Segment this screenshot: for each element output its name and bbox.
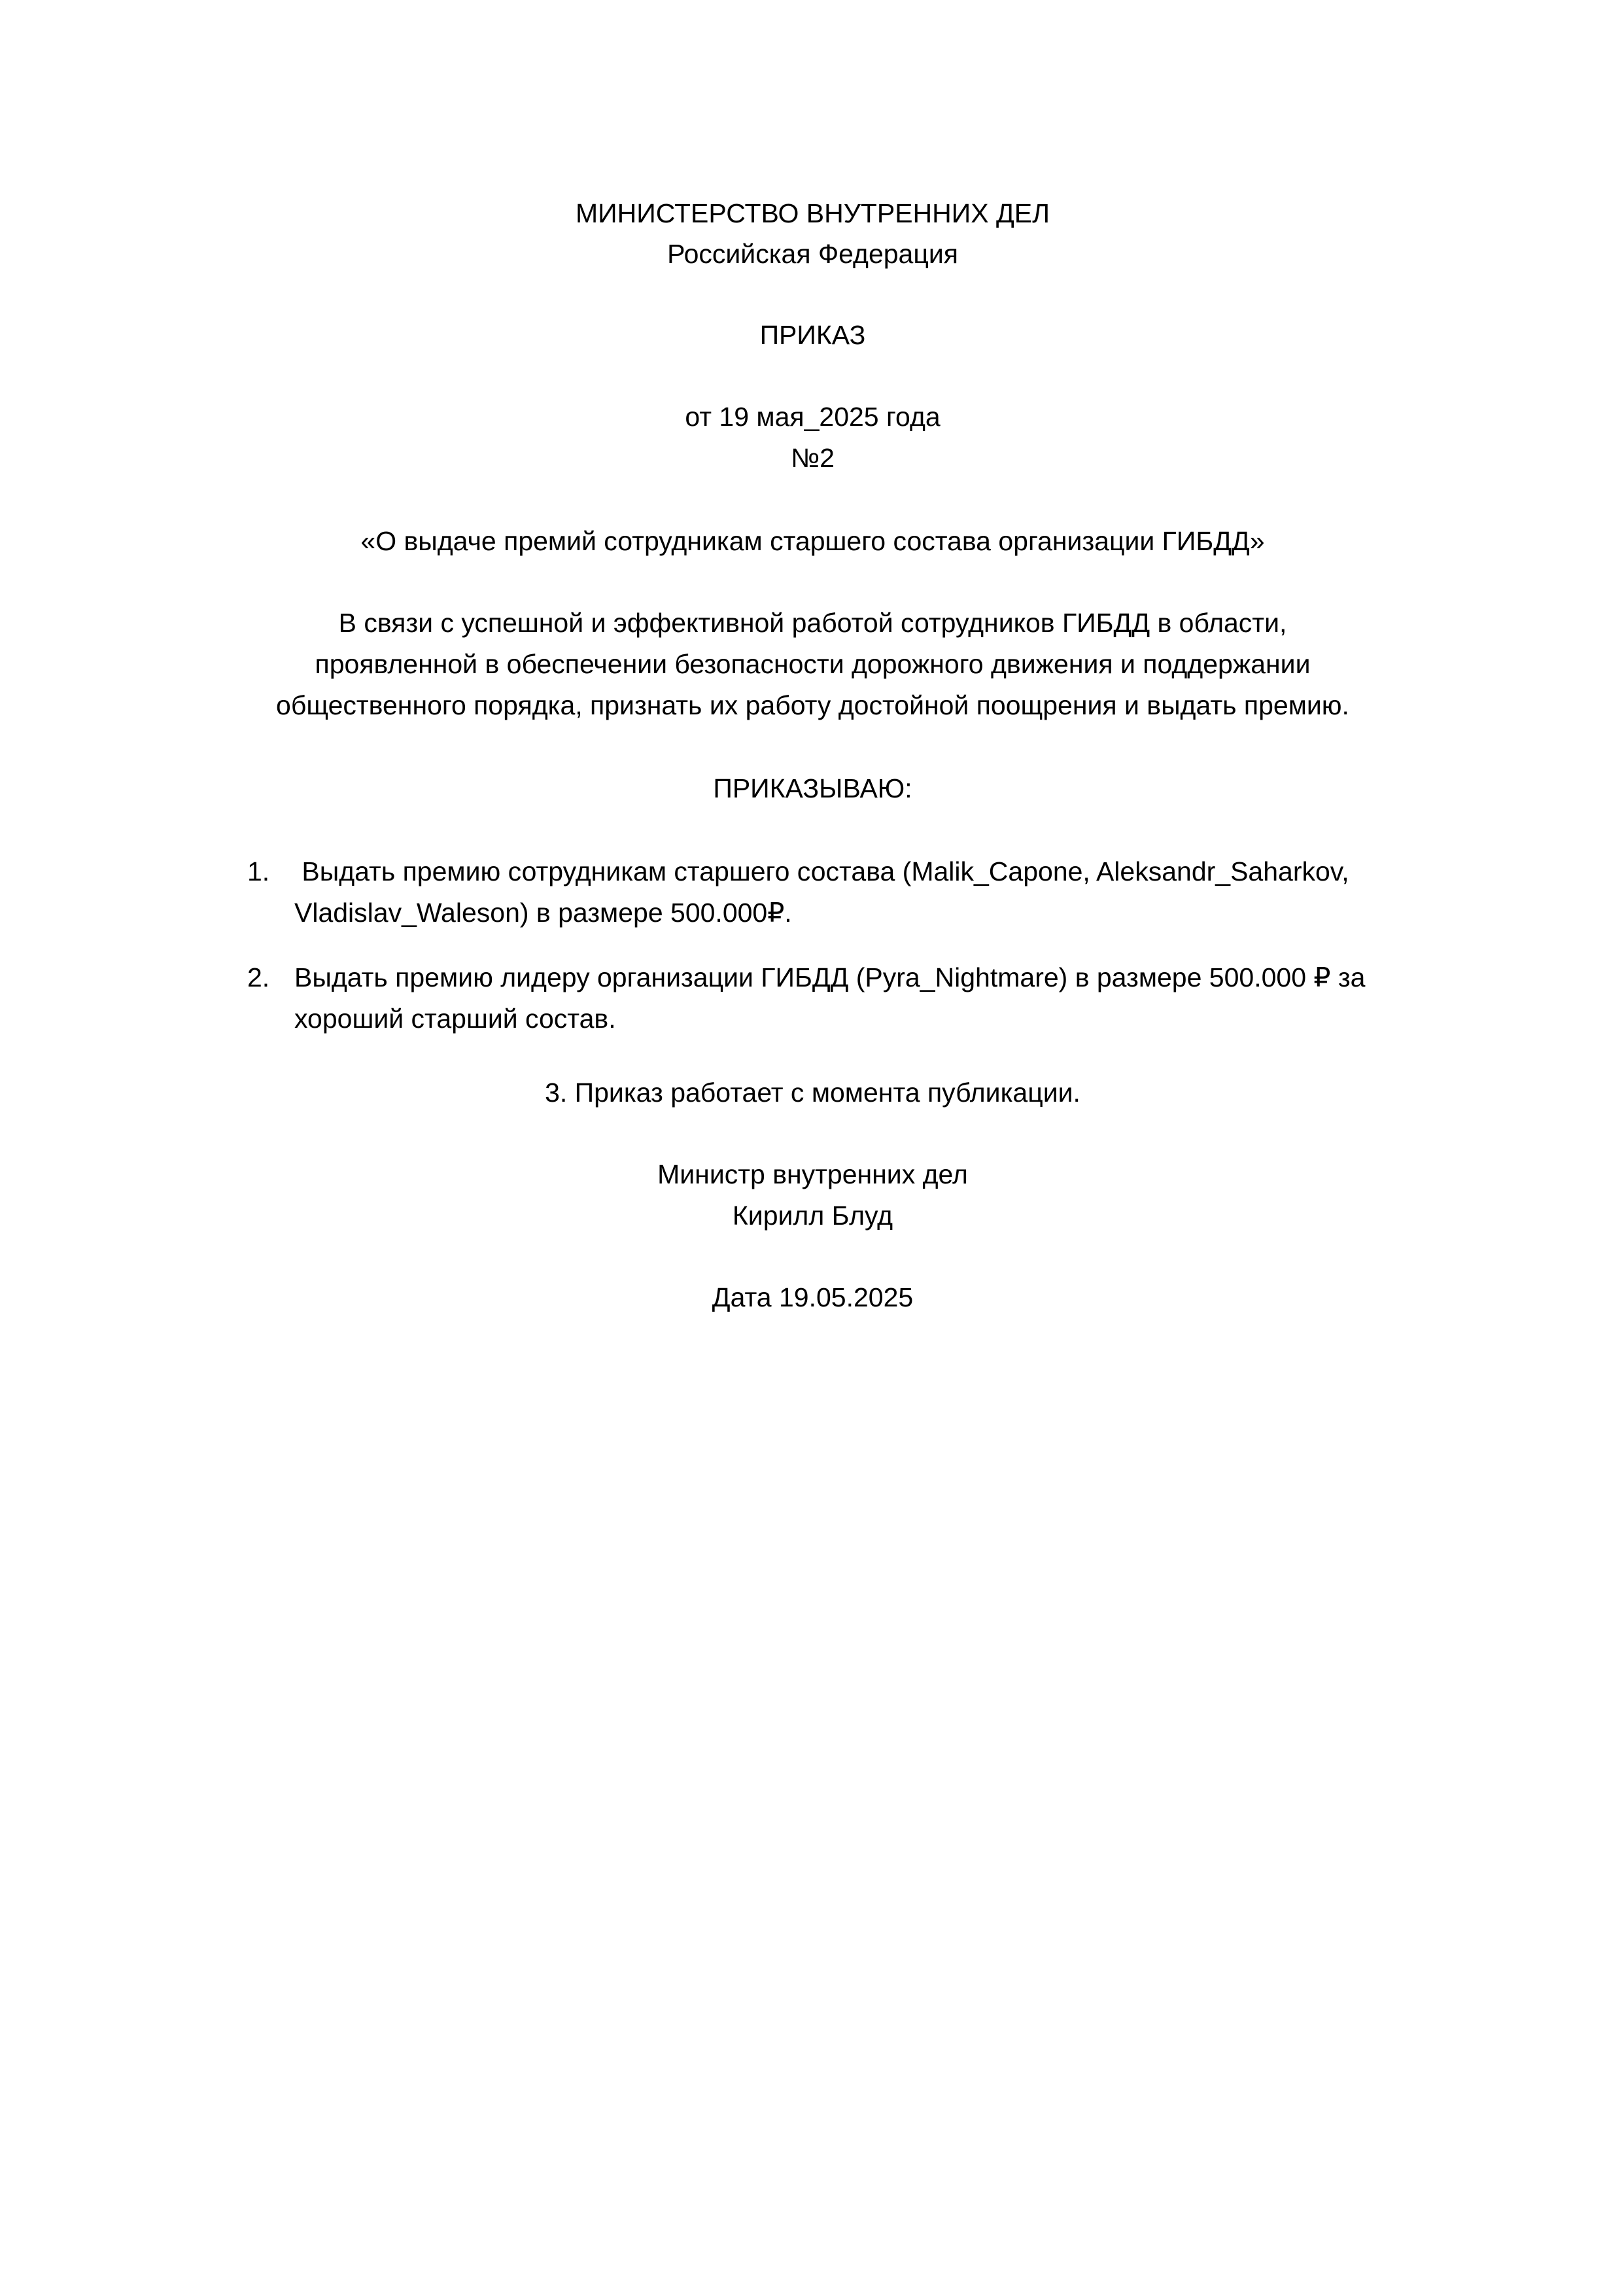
signer-title: Министр внутренних дел (657, 1159, 968, 1189)
clause-text: Выдать премию сотрудникам старшего состава (Malik_Capone, Aleksandr_Saharkov, Vladislav_Waleson) в размере 500.000₽. (294, 856, 1357, 928)
signer-name: Кирилл Блуд (732, 1200, 893, 1231)
preamble-line-1: В связи с успешной и эффективной работой сотрудников ГИБДД в области, (338, 608, 1287, 638)
document-body (173, 193, 1452, 1318)
preamble-line-2: проявленной в обеспечении безопасности дорожного движения и поддержании (315, 649, 1311, 679)
order-clause-list (173, 851, 1452, 1040)
order-number: №2 (791, 443, 835, 473)
order-subject: «О выдаче премий сотрудникам старшего состава организации ГИБДД» (360, 526, 1265, 556)
order-heading: ПРИКАЗ (759, 320, 866, 350)
ministry-name: МИНИСТЕРСТВО ВНУТРЕННИХ ДЕЛ (576, 198, 1050, 228)
footer-date-block (173, 1277, 1452, 1318)
list-item (173, 957, 1452, 1040)
order-preamble (173, 603, 1452, 726)
document-header (173, 193, 1452, 274)
preamble-line-3: общественного порядка, признать их работу достойной поощрения и выдать премию. (276, 690, 1349, 720)
clause-text: Выдать премию лидеру организации ГИБДД (Pyra_Nightmare) в размере 500.000 ₽ за хороший старший состав. (294, 962, 1373, 1034)
country-name: Российская Федерация (667, 239, 958, 269)
list-item (173, 851, 1452, 934)
clause-number: 1. (247, 856, 270, 886)
clause-number: 2. (247, 962, 270, 992)
order-verb: ПРИКАЗЫВАЮ: (713, 773, 912, 803)
footer-date: Дата 19.05.2025 (712, 1282, 914, 1312)
order-date-block (173, 396, 1452, 479)
signature-block (173, 1154, 1452, 1236)
order-date: от 19 мая_2025 года (685, 402, 941, 432)
clause-three: 3. Приказ работает с момента публикации. (545, 1077, 1080, 1108)
